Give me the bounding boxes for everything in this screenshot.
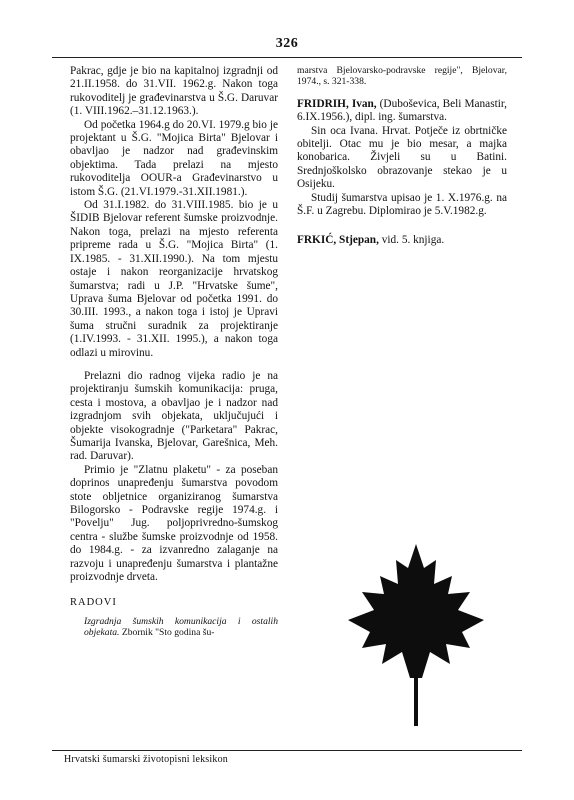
- entry-frkic-info: vid. 5. knjiga.: [378, 234, 445, 247]
- entry-fridrih: [297, 98, 507, 125]
- left-column: [70, 65, 278, 639]
- left-paragraph-3: Od 31.I.1982. do 31.VIII.1985. bio je u ŠIDIB Bjelovar referent šumske proizvodnje. Nakon toga, prelazi na mjesto referenta pripreme rada u Š.G. "Mojica Birta" (1. IX.1985. - 31.XII.1990.). Na tom mjestu ostaje i nakon reorganizacije hrvatskog šumarstva; radi u J.P. "Hrvatske šume", Uprava šuma Bjelovar od početka 1991. do 30.III. 1993., a nakon toga i istoj je Upravi šuma stručni suradnik za projektiranje (1.IV.1993. - 31.XII. 1995.), a nakon toga odlazi u mirovinu.: [70, 199, 278, 359]
- reference-entry: [70, 616, 278, 639]
- left-paragraph-2: Od početka 1964.g do 20.VI. 1979.g bio je projektant u Š.G. "Mojica Birta" Bjelovar i obavljao je nadzor nad građevinskim objektima. Tada prelazi na mjesto rukovoditelja OOUR-a Građevinarstvo u istom Š.G. (21.VI.1979.-31.XII.1981.).: [70, 118, 278, 198]
- entry-frkic: [297, 234, 507, 247]
- reference-title: Izgradnja šumskih komunikacija i ostalih objekata.: [84, 615, 278, 639]
- left-paragraph-5: Primio je "Zlatnu plaketu" - za poseban doprinos unapređenju šumarstva povodom stote obljetnice organiziranog šumarstva Bilogorsko - Podravske regije 1974.g. i "Povelju" Jug. poljoprivredno-šumskog centra - službe šumske proizvodnje od 1958. do 1984.g. - za izvanredno zalaganje na razvoju i unapređenju šumarstva i plantažne proizvodnje drveta.: [70, 463, 278, 584]
- reference-source: Zbornik "Sto godina šu-: [119, 627, 215, 639]
- right-column: [297, 65, 507, 248]
- maple-leaf-icon: [338, 540, 494, 730]
- entry-fridrih-paragraph-2: Studij šumarstva upisao je 1. X.1976.g. na Š.F. u Zagrebu. Diplomirao je 5.V.1982.g.: [297, 191, 507, 218]
- footer-text: Hrvatski šumarski životopisni leksikon: [64, 754, 228, 765]
- section-heading-radovi: RADOVI: [70, 597, 117, 609]
- entry-frkic-name: FRKIĆ, Stjepan,: [297, 234, 379, 247]
- left-paragraph-1: Pakrac, gdje je bio na kapitalnoj izgradnji od 21.II.1958. do 31.VII. 1962.g. Nakon toga rukovoditelj je građevinarstva u Š.G. Daruvar (1. VIII.1962.–31.12.1963.).: [70, 65, 278, 118]
- maple-leaf-shape: [348, 544, 484, 726]
- header-rule: [52, 57, 522, 58]
- entry-fridrih-info: (Duboševica, Beli Manastir, 6.IX.1956.), dipl. ing. šumarstva.: [297, 97, 508, 124]
- page-number: 326: [275, 36, 299, 51]
- footer-rule: [52, 750, 522, 751]
- entry-fridrih-paragraph-1: Sin oca Ivana. Hrvat. Potječe iz obrtničke obitelji. Otac mu je bio mesar, a majka konobarica. Živjeli su u Batini. Srednjoškolsko obrazovanje stekao je u Osijeku.: [297, 124, 507, 191]
- left-paragraph-4: Prelazni dio radnog vijeka radio je na projektiranju šumskih komunikacija: pruga, cesta i mostova, a obavljao je i nadzor nad izgradnjom svih objekata, uključujući i objekte visokogradnje ("Parketara" Pakrac, Šumarija Ivanska, Bjelovar, Garešnica, Meh. rad. Daruvar).: [70, 369, 278, 463]
- entry-fridrih-name: FRIDRIH, Ivan,: [297, 97, 377, 110]
- reference-continued: marstva Bjelovarsko-podravske regije", Bjelovar, 1974., s. 321-338.: [297, 65, 507, 88]
